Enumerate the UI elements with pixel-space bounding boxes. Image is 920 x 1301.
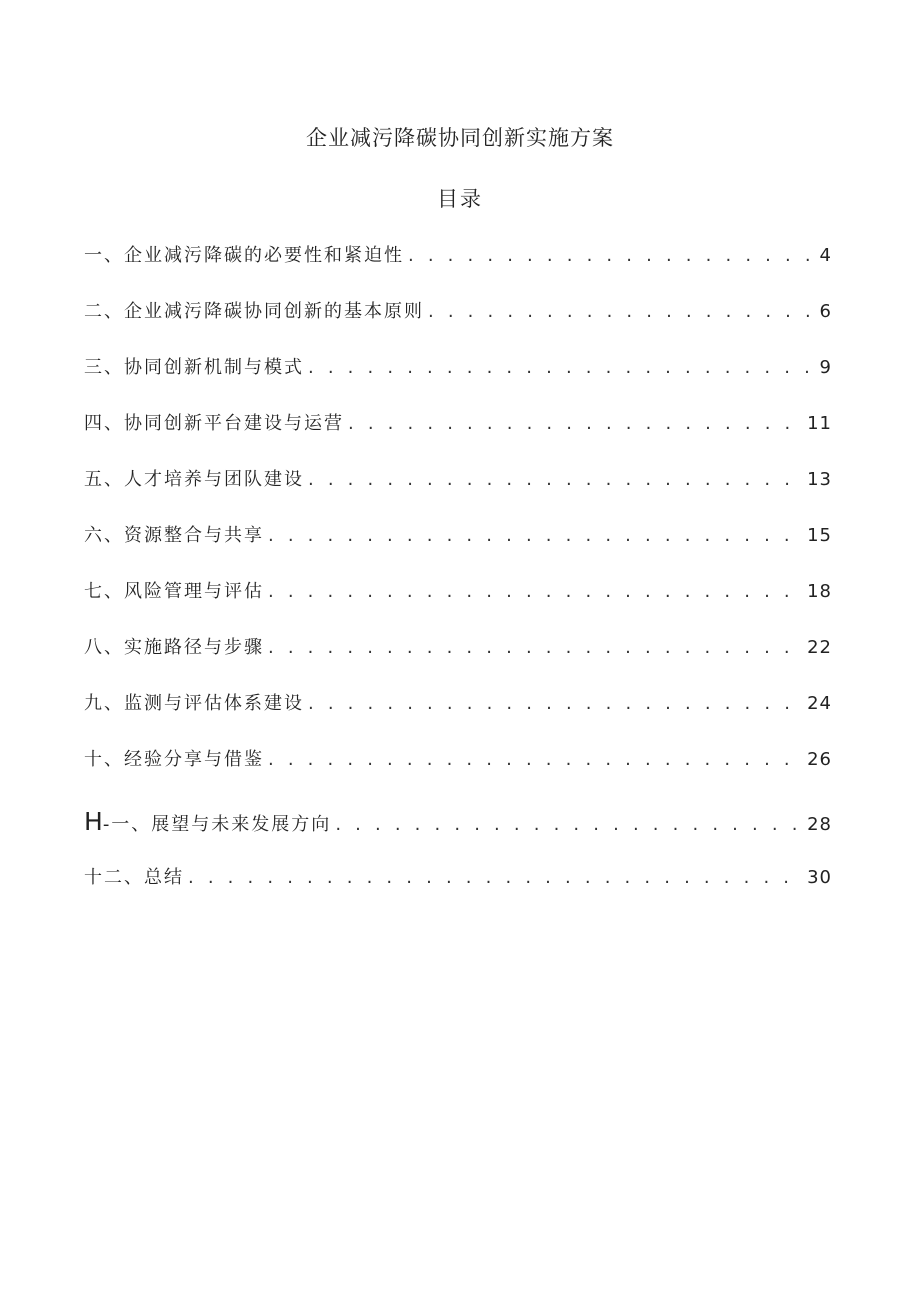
toc-entry-label: 十、经验分享与借鉴: [84, 749, 264, 770]
toc-entry-label: 一、企业减污降碳的必要性和紧迫性: [84, 245, 404, 266]
toc-entry-label: 九、监测与评估体系建设: [84, 693, 304, 714]
dot-leader: [268, 633, 803, 663]
toc-entry-page: 13: [807, 469, 832, 490]
toc-entry-page: 22: [807, 637, 832, 658]
dot-leader: [308, 465, 803, 495]
dot-leader: [408, 241, 816, 271]
dot-leader: [308, 353, 816, 383]
toc-entry-9[interactable]: [84, 689, 832, 745]
dot-leader: [188, 863, 803, 893]
toc-entry-label: 十二、总结: [84, 867, 184, 888]
dot-leader: [268, 745, 803, 775]
toc-entry-page: 28: [807, 814, 832, 835]
toc-entry-page: 30: [807, 867, 832, 888]
toc-entry-label: -一、展望与未来发展方向: [102, 814, 332, 835]
document-title: 企业减污降碳协同创新实施方案: [306, 126, 614, 150]
table-of-contents: [84, 241, 832, 919]
toc-entry-page: 4: [819, 245, 832, 266]
toc-entry-8[interactable]: [84, 633, 832, 689]
toc-entry-2[interactable]: [84, 297, 832, 353]
dot-leader: [268, 577, 803, 607]
toc-entry-12[interactable]: [84, 863, 832, 919]
toc-entry-1[interactable]: [84, 241, 832, 297]
toc-entry-7[interactable]: [84, 577, 832, 633]
toc-entry-11[interactable]: [84, 807, 832, 863]
toc-entry-label: 四、协同创新平台建设与运营: [84, 413, 344, 434]
toc-entry-label: 六、资源整合与共享: [84, 525, 264, 546]
toc-heading: 目录: [437, 187, 483, 211]
toc-entry-4[interactable]: [84, 409, 832, 465]
dot-leader: [348, 409, 803, 439]
toc-entry-5[interactable]: [84, 465, 832, 521]
toc-entry-page: 9: [819, 357, 832, 378]
toc-entry-label: 七、风险管理与评估: [84, 581, 264, 602]
toc-entry-label: 八、实施路径与步骤: [84, 637, 264, 658]
toc-entry-10[interactable]: [84, 745, 832, 807]
toc-entry-page: 6: [819, 301, 832, 322]
toc-entry-label-prefix: H: [84, 807, 103, 836]
toc-entry-page: 11: [807, 413, 832, 434]
dot-leader: [268, 521, 803, 551]
toc-entry-3[interactable]: [84, 353, 832, 409]
dot-leader: [308, 689, 803, 719]
toc-entry-label-group: [84, 807, 331, 840]
toc-entry-label: 三、协同创新机制与模式: [84, 357, 304, 378]
toc-entry-page: 18: [807, 581, 832, 602]
toc-entry-page: 26: [807, 749, 832, 770]
toc-entry-6[interactable]: [84, 521, 832, 577]
toc-entry-page: 15: [807, 525, 832, 546]
toc-entry-page: 24: [807, 693, 832, 714]
dot-leader: [428, 297, 816, 327]
toc-entry-label: 五、人才培养与团队建设: [84, 469, 304, 490]
dot-leader: [335, 810, 803, 840]
toc-entry-label: 二、企业减污降碳协同创新的基本原则: [84, 301, 424, 322]
